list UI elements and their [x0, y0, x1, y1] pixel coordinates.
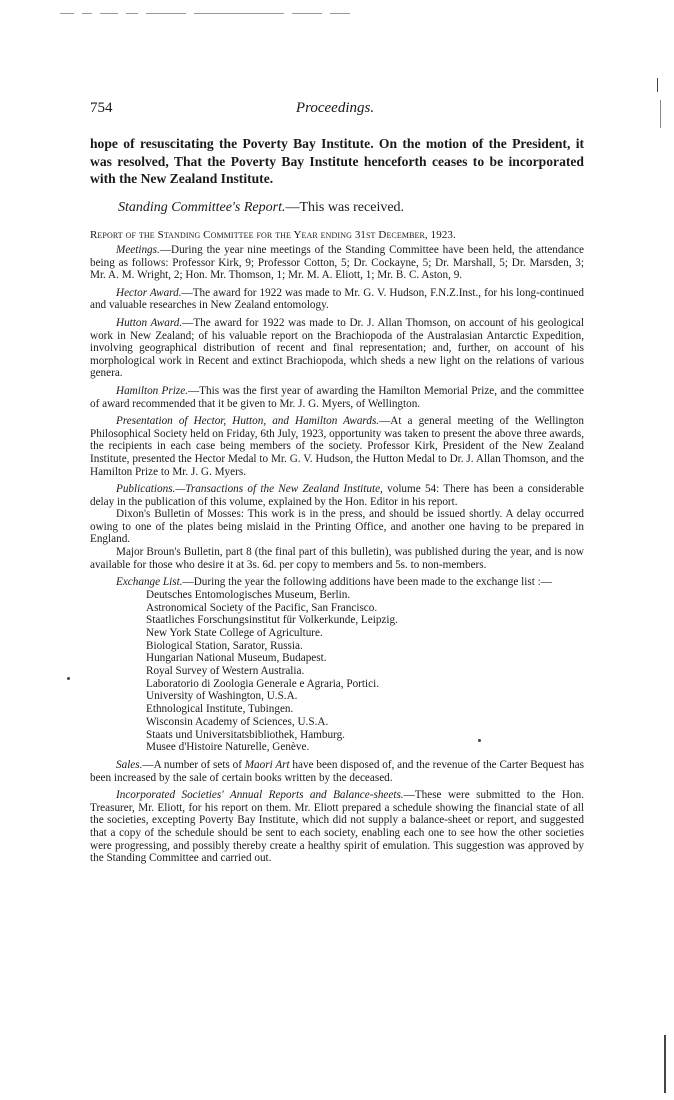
incorporated-title: Incorporated Societies' Annual Reports and Balance-sheets. — [116, 789, 404, 802]
exchange-text: —During the year the following additions have been made to the exchange list :— — [182, 576, 552, 589]
margin-mark-top — [657, 78, 658, 92]
hector-text: —The award for 1922 was made to Mr. G. V. Hudson, F.N.Z.Inst., for his long-continued and valuable researches in New Zealand entomology. — [90, 286, 584, 312]
meetings-title: Meetings. — [116, 244, 160, 256]
hutton-paragraph — [90, 317, 584, 380]
list-item: Wisconsin Academy of Sciences, U.S.A. — [146, 715, 329, 728]
scan-edge-marks — [60, 4, 460, 14]
list-item: Astronomical Society of the Pacific, San Francisco. — [146, 601, 378, 614]
list-item: Laboratorio di Zoologia Generale e Agraria, Portici. — [146, 677, 379, 690]
sales-paragraph — [90, 759, 584, 784]
list-item: Ethnological Institute, Tubingen. — [146, 703, 294, 716]
margin-mark-right — [660, 100, 661, 128]
publications-title: Publications. — [116, 483, 176, 496]
sales-text-2: have been disposed of, and the revenue of the Carter Bequest has been increased by the sale of certain books written by the deceased. — [90, 758, 584, 784]
publications-paragraph — [90, 483, 584, 508]
meetings-paragraph — [90, 244, 584, 282]
report-title — [90, 229, 584, 241]
margin-mark-bottom — [664, 1035, 666, 1093]
page-number: 754 — [90, 100, 113, 116]
committee-heading-title: Standing Committee's Report. — [118, 200, 286, 215]
incorporated-paragraph — [90, 789, 584, 865]
dixon-paragraph: Dixon's Bulletin of Mosses: This work is in the press, and should be issued shortly. A delay occurred owing to one of the plates being mislaid in the Printing Office, and another one having to be prepared in England. — [90, 508, 584, 546]
committee-heading-text: —This was received. — [285, 200, 405, 215]
committee-report-heading — [118, 200, 598, 216]
list-item: Hungarian National Museum, Budapest. — [146, 652, 327, 665]
meetings-text: —During the year nine meetings of the Standing Committee have been held, the attendance being as follows: Professor Kirk, 9; Professor Cotton, 5; Dr. Cockayne, 5; Dr. Marshall, 5; Dr. Marsden, 3; Mr. A. M. Wright, 2; Hon. Mr. Thomson, 1; Mr. M. A. Eliott, 1; Mr. B. C. Aston, 9. — [90, 244, 584, 282]
list-item: Royal Survey of Western Australia. — [146, 665, 305, 678]
hutton-text: —The award for 1922 was made to Dr. J. Allan Thomson, on account of his geological work in New Zealand; of his valuable report on the Brachiopoda of the Australasian Antarctic Expedition, involving geographical distribution of recent and final representation; and, further, on account of his morphological work in Recent and extinct Brachiopoda, which sheds a new light on the relations of various genera. — [90, 316, 584, 380]
margin-dot — [478, 739, 481, 742]
publications-transactions: —Transactions of the New Zealand Institute, — [175, 483, 383, 496]
sales-maori-art: Maori Art — [244, 758, 290, 771]
publications-text: volume 54: There has been a considerable delay in the publication of this volume, explained by the Hon. Editor in his report. — [90, 483, 585, 508]
list-item: University of Washington, U.S.A. — [146, 690, 298, 703]
sales-text-1: —A number of sets of — [142, 758, 245, 771]
presentation-text: —At a general meeting of the Wellington Philosophical Society held on Friday, 6th July, 1923, opportunity was taken to present the above three awards, the recipients in each case being members of the society. Professor Kirk, President of the New Zealand Institute, presented the Hector Medal to Mr. G. V. Hudson, the Hutton Medal to Dr. J. Allan Thomson, and the Hamilton Prize to Mr. J. G. Myers. — [90, 415, 584, 478]
list-item: Deutsches Entomologisches Museum, Berlin. — [146, 588, 351, 601]
list-item: New York State College of Agriculture. — [146, 626, 323, 639]
exchange-title: Exchange List. — [116, 576, 183, 589]
list-item: Staats und Universitatsbibliothek, Hamburg. — [146, 728, 345, 741]
page-header — [90, 100, 580, 120]
list-item: Musee d'Histoire Naturelle, Genève. — [146, 741, 310, 754]
hector-title: Hector Award. — [116, 286, 182, 299]
exchange-paragraph — [90, 576, 584, 589]
broun-paragraph: Major Broun's Bulletin, part 8 (the final part of this bulletin), was published during the year, and is now available for those who desire it at 3s. 6d. per copy to members and 5s. to non-members. — [90, 546, 584, 571]
incorporated-text: —These were submitted to the Hon. Treasurer, Mr. Eliott, for his report on them. Mr. Eliott prepared a schedule showing the financial state of all the societies, excepting Poverty Bay Institute, which did not supply a balance-sheet or report, and suggested that a copy of the schedule should be sent to each society, enabling each one to see how the other societies were progressing, and possibly thereby create a healthy spirit of emulation. This suggestion was approved by the Standing Committee and carried out. — [90, 789, 585, 865]
exchange-list — [146, 589, 584, 754]
report-title-prefix: Report of the Standing Committee for the Year ending — [90, 229, 352, 241]
hamilton-title: Hamilton Prize. — [116, 384, 188, 397]
list-item: Biological Station, Sarator, Russia. — [146, 639, 303, 652]
margin-dot — [67, 677, 70, 680]
hector-paragraph — [90, 287, 584, 312]
report-title-date: 31st December, 1923. — [354, 229, 456, 241]
list-item: Staatliches Forschungsinstitut für Volkerkunde, Leipzig. — [146, 614, 398, 627]
intro-paragraph: hope of resuscitating the Poverty Bay Institute. On the motion of the President, it was resolved, That the Poverty Bay Institute henceforth ceases to be incorporated with the New Zealand Institute. — [90, 136, 584, 186]
hamilton-paragraph — [90, 385, 584, 410]
running-head: Proceedings. — [295, 100, 375, 116]
report-body — [90, 244, 584, 870]
hamilton-text: —This was the first year of awarding the Hamilton Memorial Prize, and the committee of award recommended that it be given to Mr. J. G. Myers, of Wellington. — [90, 384, 584, 410]
hutton-title: Hutton Award. — [116, 316, 183, 329]
sales-title: Sales. — [116, 758, 143, 771]
presentation-paragraph — [90, 415, 584, 478]
presentation-title: Presentation of Hector, Hutton, and Hamilton Awards. — [116, 415, 380, 428]
